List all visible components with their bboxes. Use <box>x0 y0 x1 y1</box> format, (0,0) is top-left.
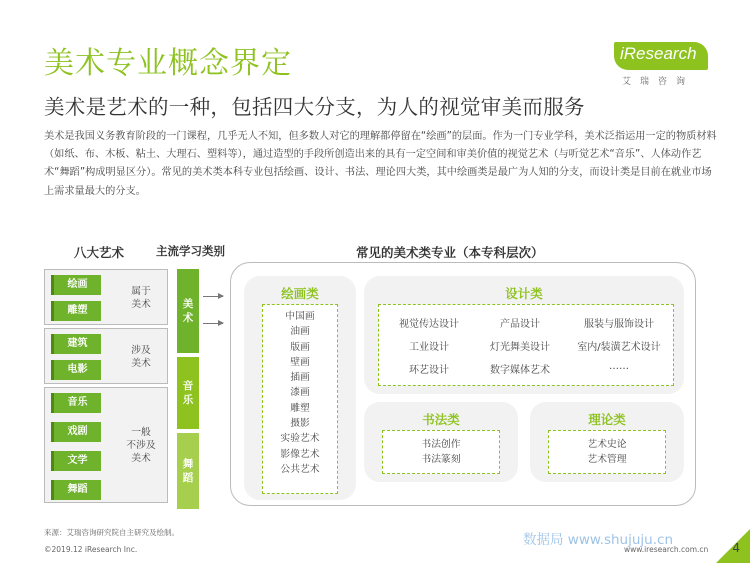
design-item: …… <box>609 361 629 372</box>
painting-item: 版画 <box>290 341 310 353</box>
design-item: 灯光舞美设计 <box>490 342 550 353</box>
calligraphy-panel <box>364 402 518 482</box>
art-item-painting: 绘画 <box>51 275 101 295</box>
painting-item: 摄影 <box>290 418 310 430</box>
art-item-drama: 戏剧 <box>51 422 101 442</box>
arts-group-not-involved <box>44 387 168 503</box>
design-panel <box>364 276 684 394</box>
arts-group-involves <box>44 328 168 384</box>
painting-title: 绘画类 <box>281 286 319 301</box>
painting-item: 油画 <box>290 326 310 338</box>
painting-item: 雕塑 <box>290 402 310 414</box>
calligraphy-item: 书法篆刻 <box>421 454 461 466</box>
painting-item: 实验艺术 <box>280 433 320 445</box>
calligraphy-title: 书法类 <box>422 412 460 427</box>
calligraphy-item: 书法创作 <box>421 439 461 450</box>
category-bar-dance <box>177 433 199 509</box>
painting-list <box>263 309 337 477</box>
arrow-1 <box>203 296 223 297</box>
page-subtitle: 美术是艺术的一种，包括四大分支，为人的视觉审美而服务 <box>44 95 585 119</box>
art-item-sculpture: 雕塑 <box>51 301 101 321</box>
page-number: 4 <box>732 541 740 555</box>
website: www.iresearch.com.cn <box>624 545 709 554</box>
design-item: 环艺设计 <box>409 365 449 376</box>
arts-group-belongs <box>44 269 168 325</box>
learning-category-header: 主流学习类别 <box>156 244 225 258</box>
copyright: ©2019.12 iResearch Inc. <box>44 545 138 554</box>
painting-panel <box>244 276 356 500</box>
theory-list <box>549 437 665 468</box>
iresearch-logo <box>614 40 712 88</box>
design-item: 视觉传达设计 <box>399 319 459 330</box>
majors-header: 常见的美术类专业（本专科层次） <box>356 245 544 260</box>
source-note: 来源：艾瑞咨询研究院自主研究及绘制。 <box>44 528 179 537</box>
art-item-architecture: 建筑 <box>51 334 101 354</box>
design-item: 室内/装潢艺术设计 <box>577 342 661 353</box>
logo-subtext: 艾瑞咨询 <box>622 77 695 87</box>
painting-item: 影像艺术 <box>280 448 320 460</box>
eight-arts-header: 八大艺术 <box>74 245 125 260</box>
design-item: 产品设计 <box>500 319 540 330</box>
theory-list-box <box>548 430 666 474</box>
design-list-box <box>378 304 674 386</box>
painting-list-box <box>262 304 338 494</box>
theory-title: 理论类 <box>588 412 626 427</box>
art-item-film: 电影 <box>51 360 101 380</box>
category-dance-label: 舞蹈 <box>182 458 194 484</box>
logo-text: iResearch <box>620 44 697 63</box>
group-label-involves: 涉及 美术 <box>131 345 151 369</box>
category-bar-fine-art <box>177 269 199 353</box>
painting-item: 壁画 <box>290 356 310 368</box>
page-title: 美术专业概念界定 <box>44 46 292 81</box>
theory-item: 艺术管理 <box>587 454 627 466</box>
painting-item: 中国画 <box>285 311 315 322</box>
calligraphy-list <box>383 437 499 468</box>
theory-item: 艺术史论 <box>587 439 627 450</box>
art-item-music: 音乐 <box>51 393 101 413</box>
category-fine-art-label: 美术 <box>182 298 194 324</box>
design-title: 设计类 <box>505 286 543 301</box>
group-label-belongs: 属于 美术 <box>131 286 151 310</box>
painting-item: 漆画 <box>290 387 310 399</box>
category-bar-music <box>177 357 199 429</box>
intro-paragraph: 美术是我国义务教育阶段的一门课程，几乎无人不知，但多数人对它的理解都停留在“绘画”的层面。作为一门专业学科，美术泛指运用一定的物质材料（如纸、布、木板、粘土、大理石、塑料等），通过造型的手段所创造出来的具有一定空间和审美价值的视觉艺术（与听觉艺术“音乐”、人体动作艺术“舞蹈”构成明显区分）。常见的美术类本科专业包括绘画、设计、书法、理论四大类，其中绘画类是最广为人知的分支，而设计类是目前在就业市场上需求量最大的分支。 <box>44 131 717 197</box>
design-item: 数字媒体艺术 <box>490 365 550 376</box>
art-item-dance: 舞蹈 <box>51 480 101 500</box>
art-item-literature: 文学 <box>51 451 101 471</box>
watermark: 数据局 www.shujuju.cn <box>523 532 673 548</box>
arrow-2 <box>203 323 223 324</box>
calligraphy-list-box <box>382 430 500 474</box>
category-music-label: 音乐 <box>182 380 194 406</box>
design-item: 工业设计 <box>409 342 449 353</box>
design-item: 服装与服饰设计 <box>584 319 654 330</box>
painting-item: 插画 <box>290 372 310 384</box>
theory-panel <box>530 402 684 482</box>
group-label-not-involved: 一般 不涉及 美术 <box>126 427 156 464</box>
painting-item: 公共艺术 <box>280 463 320 475</box>
